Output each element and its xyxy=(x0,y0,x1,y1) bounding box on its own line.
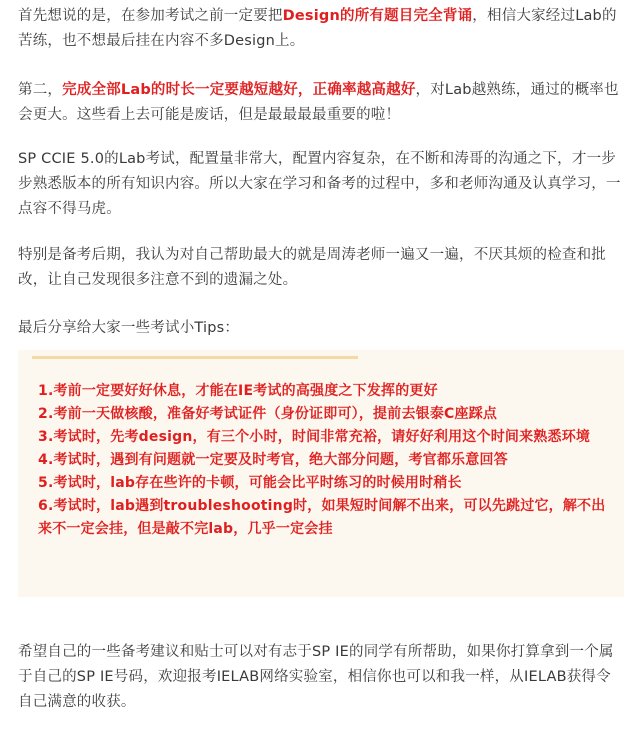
paragraph-closing: 希望自己的一些备考建议和贴士可以对有志于SP IE的同学有所帮助，如果你打算拿到一个属于自己的SP IE号码，欢迎报考IELAB网络实验室，相信你也可以和我一样，从IELAB获得令自己满意的收获。 xyxy=(18,644,614,710)
highlighted-text: 正确率越高越好 xyxy=(312,82,416,98)
paragraph-text: ，对Lab越熟练，通过的概率也会更大。这些看上去可能是废话，但是最最最最重要的啦！ xyxy=(18,82,619,123)
paragraph-text: 第二， xyxy=(18,82,63,98)
highlighted-text: Design的所有题目完全背诵 xyxy=(282,8,473,24)
tip-item: 5.考试时，lab存在些许的卡顿，可能会比平时练习的时候用时稍长 xyxy=(38,475,462,491)
highlighted-punctuation: ， xyxy=(297,82,313,98)
paragraph-lab-advice xyxy=(18,78,622,128)
highlighted-text: 完成全部Lab的时长一定要越短越好 xyxy=(62,82,298,98)
paragraph-tips-intro: 最后分享给大家一些考试小Tips： xyxy=(18,320,240,336)
paragraph-design-advice xyxy=(18,4,622,54)
paragraph-teacher: 特别是备考后期，我认为对自己帮助最大的就是周涛老师一遍又一遍，不厌其烦的检查和批改，让自己发现很多注意不到的遗漏之处。 xyxy=(18,247,606,288)
tips-list xyxy=(38,380,610,541)
paragraph-text: 首先想说的是，在参加考试之前一定要把 xyxy=(18,8,283,24)
tip-item: 4.考试时，遇到有问题就一定要及时考官，绝大部分问题，考官都乐意回答 xyxy=(38,452,508,468)
tip-item: 6.考试时，lab遇到troubleshooting时，如果短时间解不出来，可以先跳过它，解不出来不一定会挂，但是敲不完lab，几乎一定会挂 xyxy=(38,498,606,537)
paragraph-text: ，相信大家经过Lab的苦练，也不想最后挂在内容不多Design上。 xyxy=(18,8,617,49)
paragraph-sp-ccie: SP CCIE 5.0的Lab考试，配置量非常大，配置内容复杂，在不断和涛哥的沟通之下，才一步步熟悉版本的所有知识内容。所以大家在学习和备考的过程中，多和老师沟通及认真学习，一点容不得马虎。 xyxy=(18,151,621,217)
tip-item: 2.考前一天做核酸，准备好考试证件（身份证即可），提前去银泰C座踩点 xyxy=(38,406,498,422)
tip-item: 1.考前一定要好好休息，才能在IE考试的高强度之下发挥的更好 xyxy=(38,383,438,399)
tip-item: 3.考试时，先考design，有三个小时，时间非常充裕，请好好利用这个时间来熟悉环境 xyxy=(38,429,591,445)
tips-accent-bar xyxy=(32,356,358,359)
tips-box xyxy=(18,350,624,597)
